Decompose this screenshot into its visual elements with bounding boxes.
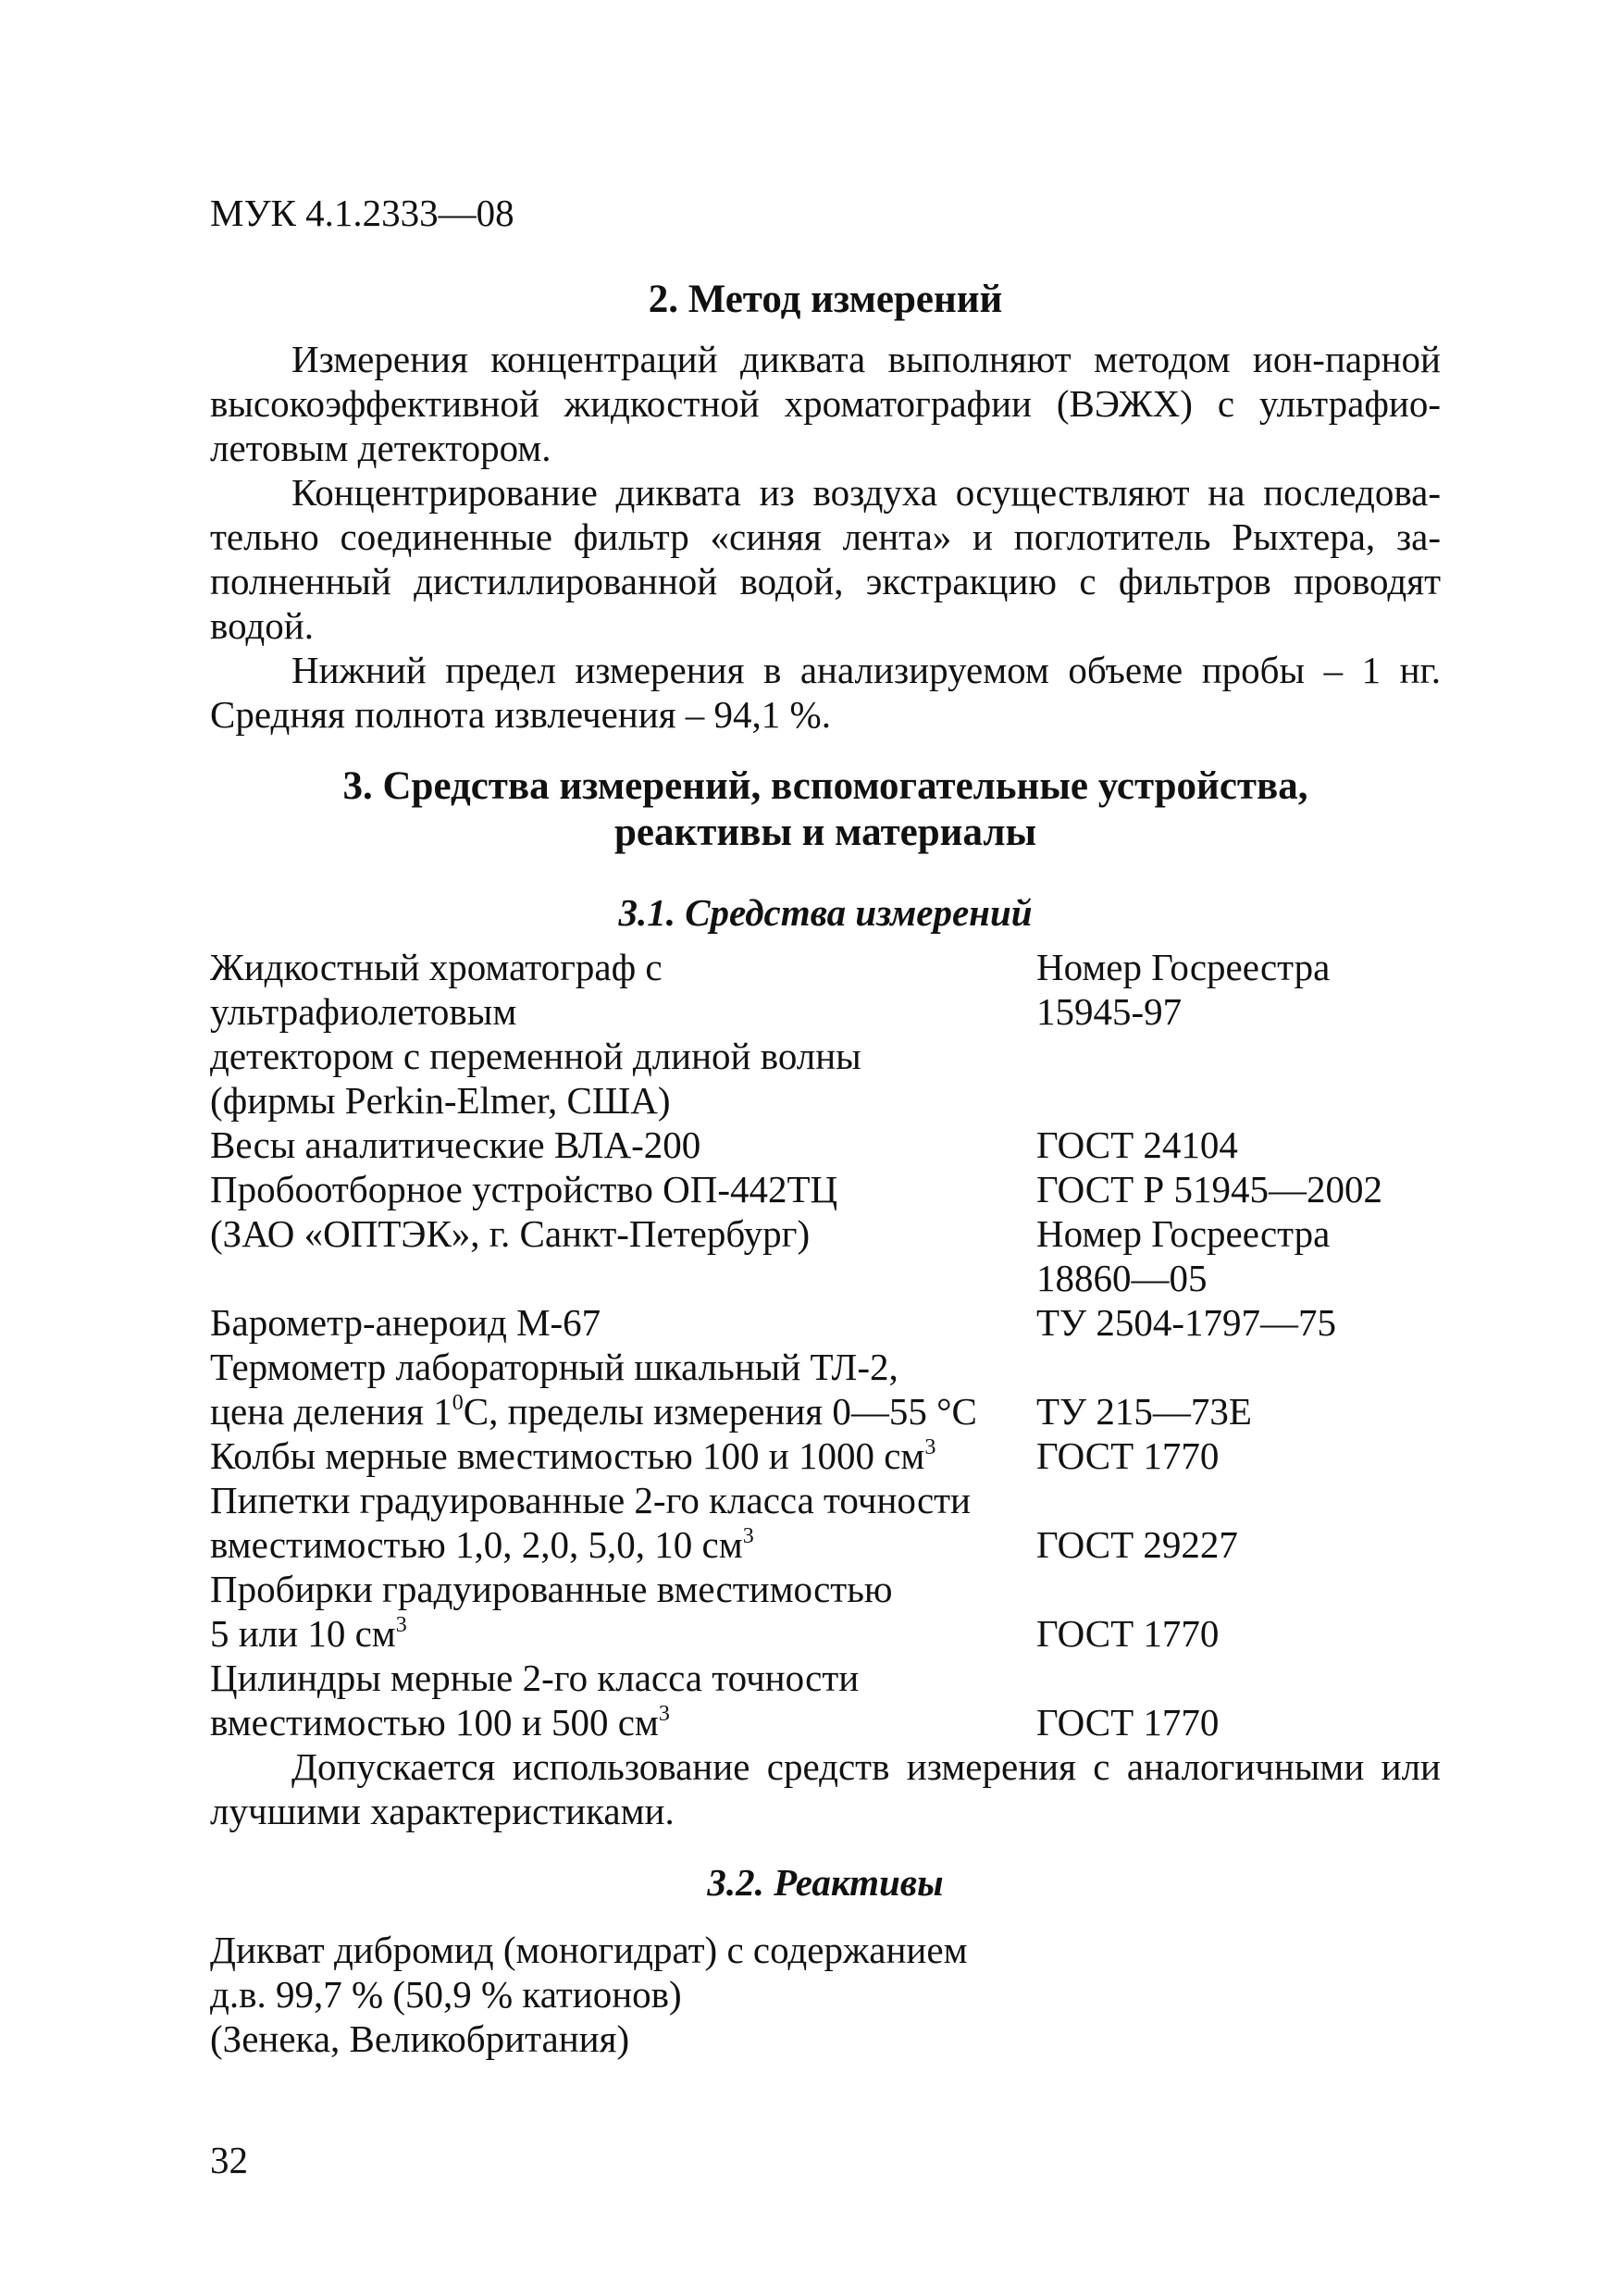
section-2-line: летовым детектором. xyxy=(210,427,551,469)
instrument-row xyxy=(210,1345,1441,1389)
instrument-row xyxy=(210,1034,1441,1078)
instrument-standard: ГОСТ 1770 xyxy=(1036,1434,1220,1477)
subsection-3-1-title: 3.1. Средства измерений xyxy=(618,891,1033,934)
instrument-name: цена деления $1^0С$, пределы измерения 0—55 °С xyxy=(210,1390,977,1433)
instrument-row xyxy=(210,1433,1441,1478)
instrument-standard: ТУ 215—73Е xyxy=(1036,1390,1252,1433)
instrument-row xyxy=(210,1167,1441,1211)
instrument-name: Пипетки градуированные 2-го класса точности xyxy=(210,1479,972,1521)
instrument-standard: Номер Госреестра xyxy=(1036,946,1331,988)
instrument-standard: ГОСТ 1770 xyxy=(1036,1612,1220,1655)
subsection-3-2-title: 3.2. Реактивы xyxy=(707,1861,944,1904)
instrument-name: детектором с переменной длиной волны xyxy=(210,1035,861,1077)
instrument-standard: 18860—05 xyxy=(1036,1257,1208,1299)
reagent-line: (Зенека, Великобритания) xyxy=(210,2017,630,2060)
instrument-row xyxy=(210,1522,1441,1567)
instrument-row xyxy=(210,1700,1441,1744)
instrument-row xyxy=(210,989,1441,1034)
instrument-row xyxy=(210,1656,1441,1700)
section-2-line: высокоэффективной жидкостной хроматографии (ВЭЖХ) с ультрафио- xyxy=(210,382,1441,425)
instrument-name: ультрафиолетовым xyxy=(210,990,517,1033)
section-2-title: 2. Метод измерений xyxy=(648,278,1003,321)
note-line: Допускается использование средств измерения с аналогичными или xyxy=(291,1745,1441,1788)
instrument-standard: ГОСТ 1770 xyxy=(1036,1701,1220,1744)
instrument-row xyxy=(210,1567,1441,1611)
reagent-line: Дикват дибромид (моногидрат) с содержанием xyxy=(210,1929,968,1971)
section-2-line: Нижний предел измерения в анализируемом объеме пробы – 1 нг. xyxy=(291,649,1441,691)
instrument-name: Барометр-анероид М-67 xyxy=(210,1301,601,1344)
instrument-standard: ГОСТ Р 51945—2002 xyxy=(1036,1168,1382,1210)
instrument-name: (фирмы Perkin-Elmer, США) xyxy=(210,1079,671,1122)
instrument-name: Жидкостный хроматограф с xyxy=(210,946,663,988)
instrument-standard: ТУ 2504-1797—75 xyxy=(1036,1301,1336,1344)
instrument-row xyxy=(210,1478,1441,1522)
instrument-name: Термометр лабораторный шкальный ТЛ-2, xyxy=(210,1346,898,1388)
section-2-line: полненный дистиллированной водой, экстракцию с фильтров проводят xyxy=(210,560,1441,602)
instrument-standard: ГОСТ 29227 xyxy=(1036,1523,1238,1566)
instrument-name: вместимостью 1,0, 2,0, 5,0, 10 $см^3$ xyxy=(210,1523,754,1566)
instrument-row xyxy=(210,1211,1441,1256)
section-2-line: Концентрирование диквата из воздуха осуществляют на последова- xyxy=(291,471,1441,514)
instrument-name: Колбы мерные вместимостью 100 и 1000 $см^3$ xyxy=(210,1434,936,1477)
section-2-line: Измерения концентраций диквата выполняют методом ион-парной xyxy=(291,338,1441,380)
instrument-standard: ГОСТ 24104 xyxy=(1036,1123,1238,1166)
instrument-name: (ЗАО «ОПТЭК», г. Санкт-Петербург) xyxy=(210,1212,811,1255)
page-number: 32 xyxy=(210,2139,248,2181)
reagent-line: д.в. 99,7 % (50,9 % катионов) xyxy=(210,1973,682,2016)
instrument-row xyxy=(210,1123,1441,1167)
instrument-row xyxy=(210,1300,1441,1345)
instrument-name: Пробирки градуированные вместимостью xyxy=(210,1568,893,1610)
instrument-row xyxy=(210,1611,1441,1656)
instrument-standard: Номер Госреестра xyxy=(1036,1212,1331,1255)
instrument-row xyxy=(210,1256,1441,1300)
doc-code-header: МУК 4.1.2333—08 xyxy=(210,192,514,234)
instrument-name: вместимостью 100 и 500 $см^3$ xyxy=(210,1701,670,1744)
instrument-name: Пробоотборное устройство ОП-442ТЦ xyxy=(210,1168,838,1210)
instrument-row xyxy=(210,1078,1441,1123)
section-2-line: водой. xyxy=(210,604,314,647)
instrument-name: Весы аналитические ВЛА-200 xyxy=(210,1123,701,1166)
instrument-name: Цилиндры мерные 2-го класса точности xyxy=(210,1657,860,1699)
note-line: лучшими характеристиками. xyxy=(210,1790,675,1832)
section-3-title: 3. Средства измерений, вспомогательные устройства, xyxy=(342,764,1308,808)
section-2-line: Средняя полнота извлечения – 94,1 %. xyxy=(210,693,831,736)
instrument-name: 5 или 10 $см^3$ xyxy=(210,1612,407,1655)
section-3-title: реактивы и материалы xyxy=(613,811,1037,854)
section-2-line: тельно соединенные фильтр «синяя лента» и поглотитель Рыхтера, за- xyxy=(210,515,1441,558)
instrument-row xyxy=(210,1389,1441,1433)
instrument-row xyxy=(210,945,1441,989)
instrument-standard: 15945-97 xyxy=(1036,990,1183,1033)
